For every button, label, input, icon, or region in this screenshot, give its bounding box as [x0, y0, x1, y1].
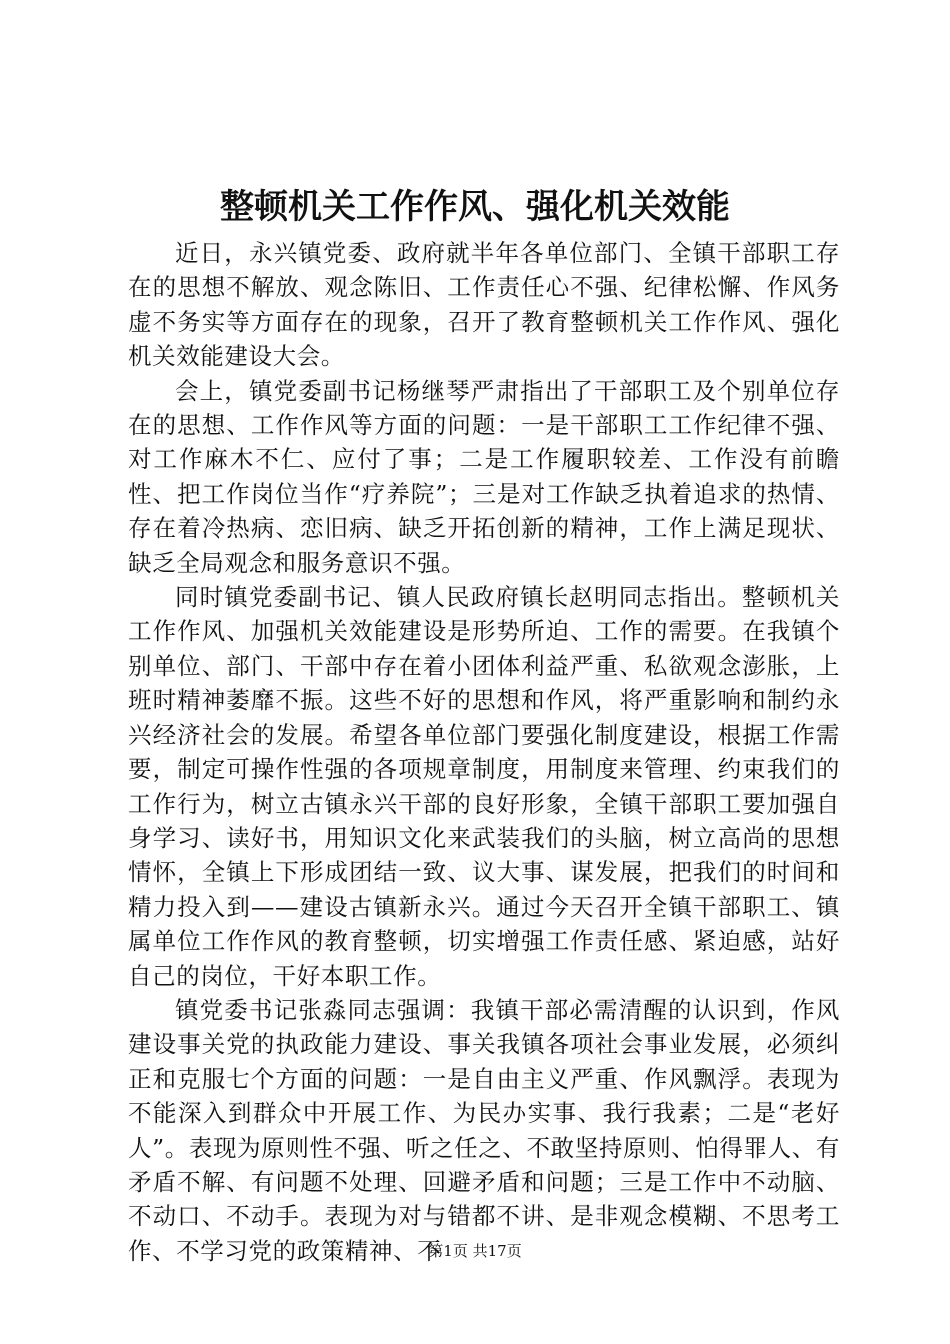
page-footer: 第1页 共17页: [428, 1242, 522, 1260]
document-body: [128, 236, 840, 1268]
document-title: 整顿机关工作作风、强化机关效能: [220, 187, 730, 227]
paragraph-3: 同时镇党委副书记、镇人民政府镇长赵明同志指出。整顿机关工作作风、加强机关效能建设是形势所迫、工作的需要。在我镇个别单位、部门、干部中存在着小团体利益严重、私欲观念澎胀，上班时精神萎靡不振。这些不好的思想和作风，将严重影响和制约永兴经济社会的发展。希望各单位部门要强化制度建设，根据工作需要，制定可操作性强的各项规章制度，用制度来管理、约束我们的工作行为，树立古镇永兴干部的良好形象，全镇干部职工要加强自身学习、读好书，用知识文化来武装我们的头脑，树立高尚的思想情怀，全镇上下形成团结一致、议大事、谋发展，把我们的时间和精力投入到——建设古镇新永兴。通过今天召开全镇干部职工、镇属单位工作作风的教育整顿，切实增强工作责任感、紧迫感，站好自己的岗位，干好本职工作。: [128, 583, 840, 990]
paragraph-1: 近日，永兴镇党委、政府就半年各单位部门、全镇干部职工存在的思想不解放、观念陈旧、工作责任心不强、纪律松懈、作风务虚不务实等方面存在的现象，召开了教育整顿机关工作作风、强化机关效能建设大会。: [128, 239, 840, 371]
paragraph-2: 会上，镇党委副书记杨继琴严肃指出了干部职工及个别单位存在的思想、工作作风等方面的问题：一是干部职工工作纪律不强、对工作麻木不仁、应付了事；二是工作履职较差、工作没有前瞻性、把工作岗位当作“疗养院”；三是对工作缺乏执着追求的热情、存在着冷热病、恋旧病、缺乏开拓创新的精神，工作上满足现状、缺乏全局观念和服务意识不强。: [128, 376, 840, 577]
paragraph-4: 镇党委书记张淼同志强调：我镇干部必需清醒的认识到，作风建设事关党的执政能力建设、事关我镇各项社会事业发展，必须纠正和克服七个方面的问题：一是自由主义严重、作风飘浮。表现为不能深入到群众中开展工作、为民办实事、我行我素；二是“老好人”。表现为原则性不强、听之任之、不敢坚持原则、怕得罪人、有矛盾不解、有问题不处理、回避矛盾和问题；三是工作中不动脑、不动口、不动手。表现为对与错都不讲、是非观念模糊、不思考工作、不学习党的政策精神、不: [128, 995, 840, 1265]
